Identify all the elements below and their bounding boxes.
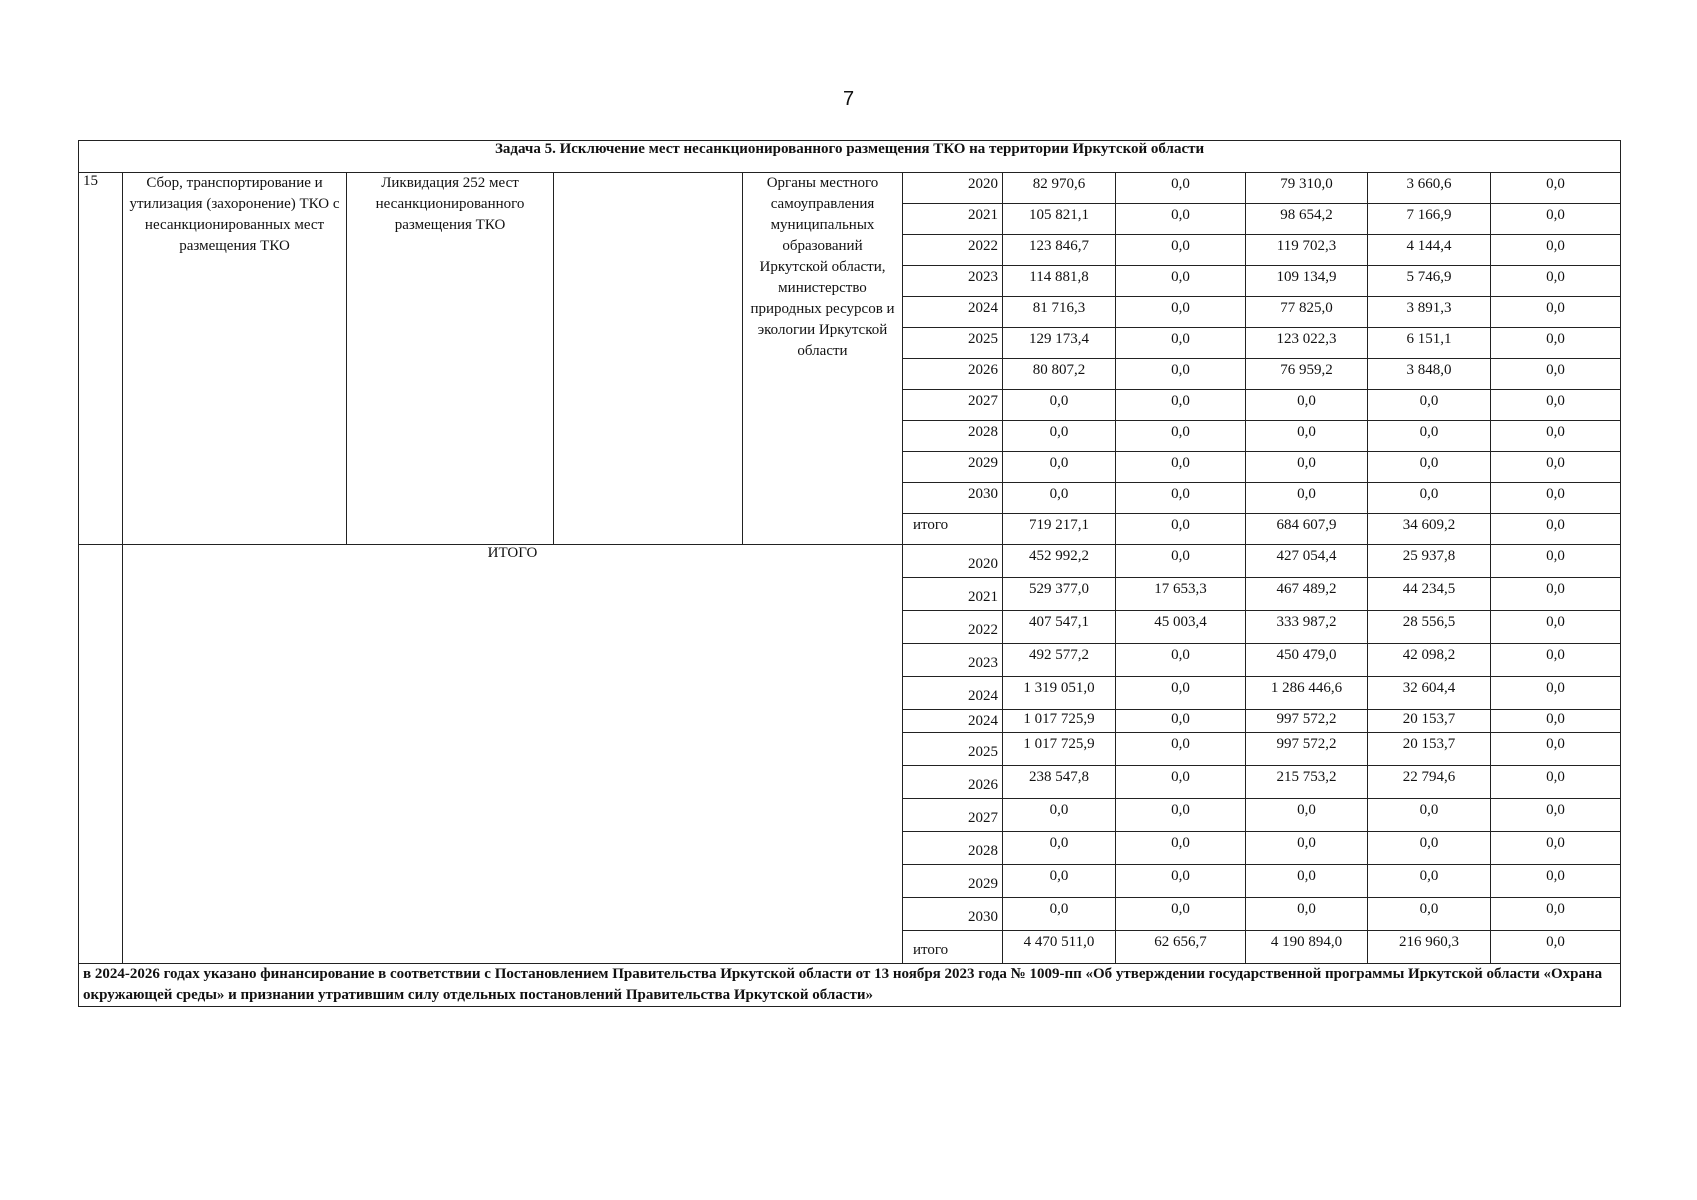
year-cell: 2027 xyxy=(903,799,1003,832)
value-cell-c1: 0,0 xyxy=(1003,799,1116,832)
value-cell-c1: 123 846,7 xyxy=(1003,235,1116,266)
value-cell-c5: 0,0 xyxy=(1491,545,1621,578)
value-cell-c2: 17 653,3 xyxy=(1116,578,1246,611)
value-cell-c3: 0,0 xyxy=(1246,865,1368,898)
value-cell-c4: 25 937,8 xyxy=(1368,545,1491,578)
value-cell-c4: 216 960,3 xyxy=(1368,931,1491,964)
year-cell: 2023 xyxy=(903,644,1003,677)
value-cell-c1: 0,0 xyxy=(1003,421,1116,452)
value-cell-c5: 0,0 xyxy=(1491,799,1621,832)
year-cell: 2023 xyxy=(903,266,1003,297)
year-cell: 2024 xyxy=(903,677,1003,710)
value-cell-c5: 0,0 xyxy=(1491,931,1621,964)
value-cell-c4: 0,0 xyxy=(1368,832,1491,865)
value-cell-c1: 452 992,2 xyxy=(1003,545,1116,578)
value-cell-c4: 28 556,5 xyxy=(1368,611,1491,644)
value-cell-c5: 0,0 xyxy=(1491,266,1621,297)
task-title: Задача 5. Исключение мест несанкционированного размещения ТКО на территории Иркутской области xyxy=(79,141,1621,173)
year-cell: 2026 xyxy=(903,766,1003,799)
value-cell-c1: 1 319 051,0 xyxy=(1003,677,1116,710)
value-cell-c3: 0,0 xyxy=(1246,832,1368,865)
value-cell-c4: 3 848,0 xyxy=(1368,359,1491,390)
year-cell: 2022 xyxy=(903,235,1003,266)
value-cell-c3: 333 987,2 xyxy=(1246,611,1368,644)
value-cell-c2: 0,0 xyxy=(1116,390,1246,421)
year-cell: 2030 xyxy=(903,483,1003,514)
value-cell-c1: 0,0 xyxy=(1003,898,1116,931)
value-cell-c2: 0,0 xyxy=(1116,297,1246,328)
table-body xyxy=(79,141,1621,1007)
value-cell-c1: 0,0 xyxy=(1003,452,1116,483)
value-cell-c1: 82 970,6 xyxy=(1003,173,1116,204)
value-cell-c2: 45 003,4 xyxy=(1116,611,1246,644)
item-number: 15 xyxy=(79,173,123,545)
year-cell: 2020 xyxy=(903,173,1003,204)
value-cell-c5: 0,0 xyxy=(1491,733,1621,766)
value-cell-c4: 0,0 xyxy=(1368,452,1491,483)
value-cell-c2: 0,0 xyxy=(1116,733,1246,766)
value-cell-c4: 3 891,3 xyxy=(1368,297,1491,328)
value-cell-c3: 77 825,0 xyxy=(1246,297,1368,328)
total-label: ИТОГО xyxy=(123,545,903,964)
year-cell: 2024 xyxy=(903,710,1003,733)
value-cell-c4: 0,0 xyxy=(1368,390,1491,421)
value-cell-c5: 0,0 xyxy=(1491,578,1621,611)
value-cell-c2: 0,0 xyxy=(1116,204,1246,235)
value-cell-c4: 0,0 xyxy=(1368,865,1491,898)
value-cell-c4: 6 151,1 xyxy=(1368,328,1491,359)
value-cell-c5: 0,0 xyxy=(1491,204,1621,235)
value-cell-c1: 1 017 725,9 xyxy=(1003,710,1116,733)
value-cell-c4: 0,0 xyxy=(1368,421,1491,452)
value-cell-c3: 997 572,2 xyxy=(1246,710,1368,733)
value-cell-c1: 105 821,1 xyxy=(1003,204,1116,235)
value-cell-c5: 0,0 xyxy=(1491,832,1621,865)
value-cell-c3: 0,0 xyxy=(1246,898,1368,931)
value-cell-c3: 119 702,3 xyxy=(1246,235,1368,266)
value-cell-c2: 0,0 xyxy=(1116,266,1246,297)
value-cell-c3: 123 022,3 xyxy=(1246,328,1368,359)
value-cell-c4: 4 144,4 xyxy=(1368,235,1491,266)
value-cell-c3: 1 286 446,6 xyxy=(1246,677,1368,710)
year-cell: 2021 xyxy=(903,578,1003,611)
value-cell-c2: 0,0 xyxy=(1116,483,1246,514)
table-row xyxy=(79,173,1621,204)
value-cell-c2: 0,0 xyxy=(1116,710,1246,733)
value-cell-c3: 0,0 xyxy=(1246,483,1368,514)
year-cell: 2029 xyxy=(903,452,1003,483)
value-cell-c5: 0,0 xyxy=(1491,173,1621,204)
value-cell-c1: 0,0 xyxy=(1003,865,1116,898)
item-empty-cell xyxy=(554,173,743,545)
value-cell-c5: 0,0 xyxy=(1491,644,1621,677)
year-cell: итого xyxy=(903,931,1003,964)
value-cell-c3: 467 489,2 xyxy=(1246,578,1368,611)
year-cell: 2027 xyxy=(903,390,1003,421)
value-cell-c3: 79 310,0 xyxy=(1246,173,1368,204)
total-empty-cell xyxy=(79,545,123,964)
year-cell: 2022 xyxy=(903,611,1003,644)
value-cell-c5: 0,0 xyxy=(1491,766,1621,799)
value-cell-c2: 0,0 xyxy=(1116,173,1246,204)
item-result: Ликвидация 252 мест несанкционированного размещения ТКО xyxy=(347,173,554,545)
value-cell-c3: 684 607,9 xyxy=(1246,514,1368,545)
value-cell-c5: 0,0 xyxy=(1491,898,1621,931)
year-cell: 2026 xyxy=(903,359,1003,390)
program-table xyxy=(78,140,1621,1007)
footnote: в 2024-2026 годах указано финансирование в соответствии с Постановлением Правительства Иркутской области от 13 ноября 2023 года № 1009-пп «Об утверждении государственной программы Иркутской области «Охрана окружающей среды» и признании утратившим силу отдельных постановлений Правительства Иркутской области» xyxy=(79,964,1621,1007)
value-cell-c5: 0,0 xyxy=(1491,390,1621,421)
value-cell-c1: 238 547,8 xyxy=(1003,766,1116,799)
value-cell-c5: 0,0 xyxy=(1491,611,1621,644)
value-cell-c1: 0,0 xyxy=(1003,832,1116,865)
item-name: Сбор, транспортирование и утилизация (захоронение) ТКО с несанкционированных мест размещения ТКО xyxy=(123,173,347,545)
value-cell-c4: 42 098,2 xyxy=(1368,644,1491,677)
value-cell-c1: 719 217,1 xyxy=(1003,514,1116,545)
value-cell-c5: 0,0 xyxy=(1491,865,1621,898)
value-cell-c2: 0,0 xyxy=(1116,677,1246,710)
value-cell-c5: 0,0 xyxy=(1491,328,1621,359)
value-cell-c2: 0,0 xyxy=(1116,865,1246,898)
value-cell-c3: 997 572,2 xyxy=(1246,733,1368,766)
page-number: 7 xyxy=(842,88,855,110)
value-cell-c4: 3 660,6 xyxy=(1368,173,1491,204)
year-cell: итого xyxy=(903,514,1003,545)
value-cell-c2: 0,0 xyxy=(1116,898,1246,931)
value-cell-c4: 22 794,6 xyxy=(1368,766,1491,799)
value-cell-c2: 0,0 xyxy=(1116,799,1246,832)
value-cell-c3: 0,0 xyxy=(1246,390,1368,421)
value-cell-c5: 0,0 xyxy=(1491,710,1621,733)
footnote-row xyxy=(79,964,1621,1007)
value-cell-c4: 32 604,4 xyxy=(1368,677,1491,710)
value-cell-c2: 0,0 xyxy=(1116,766,1246,799)
value-cell-c5: 0,0 xyxy=(1491,452,1621,483)
value-cell-c1: 407 547,1 xyxy=(1003,611,1116,644)
value-cell-c3: 0,0 xyxy=(1246,421,1368,452)
value-cell-c4: 7 166,9 xyxy=(1368,204,1491,235)
value-cell-c5: 0,0 xyxy=(1491,235,1621,266)
value-cell-c3: 0,0 xyxy=(1246,452,1368,483)
year-cell: 2029 xyxy=(903,865,1003,898)
value-cell-c4: 0,0 xyxy=(1368,483,1491,514)
value-cell-c5: 0,0 xyxy=(1491,359,1621,390)
year-cell: 2021 xyxy=(903,204,1003,235)
year-cell: 2025 xyxy=(903,328,1003,359)
value-cell-c2: 62 656,7 xyxy=(1116,931,1246,964)
table-row xyxy=(79,545,1621,578)
year-cell: 2028 xyxy=(903,832,1003,865)
value-cell-c3: 4 190 894,0 xyxy=(1246,931,1368,964)
value-cell-c3: 98 654,2 xyxy=(1246,204,1368,235)
value-cell-c4: 44 234,5 xyxy=(1368,578,1491,611)
value-cell-c2: 0,0 xyxy=(1116,359,1246,390)
value-cell-c4: 34 609,2 xyxy=(1368,514,1491,545)
value-cell-c5: 0,0 xyxy=(1491,483,1621,514)
year-cell: 2028 xyxy=(903,421,1003,452)
value-cell-c3: 427 054,4 xyxy=(1246,545,1368,578)
year-cell: 2030 xyxy=(903,898,1003,931)
value-cell-c2: 0,0 xyxy=(1116,832,1246,865)
value-cell-c1: 129 173,4 xyxy=(1003,328,1116,359)
value-cell-c4: 0,0 xyxy=(1368,898,1491,931)
value-cell-c2: 0,0 xyxy=(1116,235,1246,266)
value-cell-c1: 529 377,0 xyxy=(1003,578,1116,611)
value-cell-c1: 0,0 xyxy=(1003,483,1116,514)
value-cell-c3: 450 479,0 xyxy=(1246,644,1368,677)
value-cell-c2: 0,0 xyxy=(1116,514,1246,545)
value-cell-c3: 76 959,2 xyxy=(1246,359,1368,390)
value-cell-c3: 215 753,2 xyxy=(1246,766,1368,799)
value-cell-c5: 0,0 xyxy=(1491,421,1621,452)
value-cell-c4: 5 746,9 xyxy=(1368,266,1491,297)
value-cell-c5: 0,0 xyxy=(1491,677,1621,710)
year-cell: 2020 xyxy=(903,545,1003,578)
value-cell-c2: 0,0 xyxy=(1116,545,1246,578)
value-cell-c1: 81 716,3 xyxy=(1003,297,1116,328)
value-cell-c3: 109 134,9 xyxy=(1246,266,1368,297)
value-cell-c1: 114 881,8 xyxy=(1003,266,1116,297)
value-cell-c1: 0,0 xyxy=(1003,390,1116,421)
value-cell-c1: 492 577,2 xyxy=(1003,644,1116,677)
year-cell: 2025 xyxy=(903,733,1003,766)
value-cell-c4: 20 153,7 xyxy=(1368,710,1491,733)
value-cell-c1: 1 017 725,9 xyxy=(1003,733,1116,766)
value-cell-c2: 0,0 xyxy=(1116,328,1246,359)
value-cell-c2: 0,0 xyxy=(1116,452,1246,483)
value-cell-c4: 0,0 xyxy=(1368,799,1491,832)
value-cell-c2: 0,0 xyxy=(1116,644,1246,677)
value-cell-c5: 0,0 xyxy=(1491,514,1621,545)
item-executor: Органы местного самоуправления муниципальных образований Иркутской области, министерство природных ресурсов и экологии Иркутской области xyxy=(743,173,903,545)
task-header-row xyxy=(79,141,1621,173)
year-cell: 2024 xyxy=(903,297,1003,328)
value-cell-c1: 4 470 511,0 xyxy=(1003,931,1116,964)
value-cell-c4: 20 153,7 xyxy=(1368,733,1491,766)
value-cell-c1: 80 807,2 xyxy=(1003,359,1116,390)
value-cell-c2: 0,0 xyxy=(1116,421,1246,452)
value-cell-c3: 0,0 xyxy=(1246,799,1368,832)
value-cell-c5: 0,0 xyxy=(1491,297,1621,328)
